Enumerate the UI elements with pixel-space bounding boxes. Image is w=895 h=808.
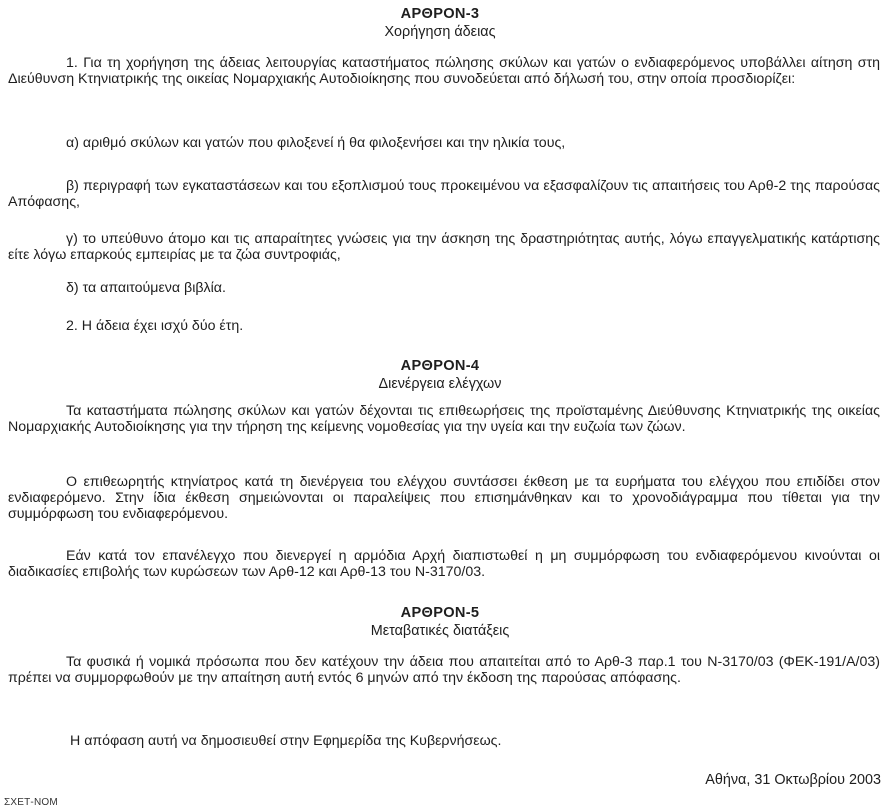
article-4-subtitle: Διενέργεια ελέγχων xyxy=(378,376,502,392)
article-5-heading: ΑΡΘΡΟΝ-5 xyxy=(400,605,480,621)
place-date: Αθήνα, 31 Οκτωβρίου 2003 xyxy=(705,772,881,788)
article-3-paragraph-2: 2. Η άδεια έχει ισχύ δύο έτη. xyxy=(66,318,244,334)
article-5-subtitle: Μεταβατικές διατάξεις xyxy=(370,623,510,639)
article-3-heading: ΑΡΘΡΟΝ-3 xyxy=(400,6,480,22)
article-4-heading: ΑΡΘΡΟΝ-4 xyxy=(400,358,480,374)
article-4-paragraph-2: Ο επιθεωρητής κτηνίατρος κατά τη διενέργεια του ελέγχου συντάσσει έκθεση με τα ευρήματα του ελέγχου που επιδίδει στον ενδιαφερόμενο. Στην ίδια έκθεση σημειώνονται οι παραλείψεις που επισημάνθηκαν και το χρονοδιάγραμμα που τίθεται για την συμμόρφωση του ενδιαφερόμενου. xyxy=(8,474,880,522)
article-5-paragraph-1: Τα φυσικά ή νομικά πρόσωπα που δεν κατέχουν την άδεια που απαιτείται από το Αρθ-3 παρ.1 του Ν-3170/03 (ΦΕΚ-191/Α/03) πρέπει να συμμορφωθούν με την απαίτηση αυτή εντός 6 μηνών από την έκδοση της παρούσας απόφασης. xyxy=(8,654,880,686)
article-4-paragraph-3: Εάν κατά τον επανέλεγχο που διενεργεί η αρμόδια Αρχή διαπιστωθεί η μη συμμόρφωση του ενδιαφερόμενου κινούνται οι διαδικασίες επιβολής των κυρώσεων των Αρθ-12 και Αρθ-13 του Ν-3170/03. xyxy=(8,548,880,580)
article-3-item-a: α) αριθμό σκύλων και γατών που φιλοξενεί ή θα φιλοξενήσει και την ηλικία τους, xyxy=(66,135,566,151)
article-3-item-b: β) περιγραφή των εγκαταστάσεων και του εξοπλισμού τους προκειμένου να εξασφαλίζουν τις απαιτήσεις του Αρθ-2 της παρούσας Απόφασης, xyxy=(8,178,880,210)
article-4-paragraph-1: Τα καταστήματα πώλησης σκύλων και γατών δέχονται τις επιθεωρήσεις της προϊσταμένης Διεύθυνσης Κτηνιατρικής της οικείας Νομαρχιακής Αυτοδιοίκησης για την τήρηση της κείμενης νομοθεσίας για την υγεία και την ευζωία των ζώων. xyxy=(8,403,880,435)
article-3-paragraph-1: 1. Για τη χορήγηση της άδειας λειτουργίας καταστήματος πώλησης σκύλων και γατών ο ενδιαφερόμενος υποβάλλει αίτηση στη Διεύθυνση Κτηνιατρικής της οικείας Νομαρχιακής Αυτοδιοίκησης που συνοδεύεται από δήλωσή του, στην οποία προσδιορίζει: xyxy=(8,55,880,87)
article-5-paragraph-2: Η απόφαση αυτή να δημοσιευθεί στην Εφημερίδα της Κυβερνήσεως. xyxy=(70,733,502,749)
footer-reference: ΣΧΕΤ-ΝΟΜ xyxy=(4,797,58,808)
article-3-item-c: γ) το υπεύθυνο άτομο και τις απαραίτητες γνώσεις για την άσκηση της δραστηριότητας αυτής, λόγω επαγγελματικής κατάρτισης είτε λόγω επαρκούς εμπειρίας με τα ζώα συντροφιάς, xyxy=(8,231,880,263)
article-3-subtitle: Χορήγηση άδειας xyxy=(384,24,496,40)
article-3-item-d: δ) τα απαιτούμενα βιβλία. xyxy=(66,280,226,296)
